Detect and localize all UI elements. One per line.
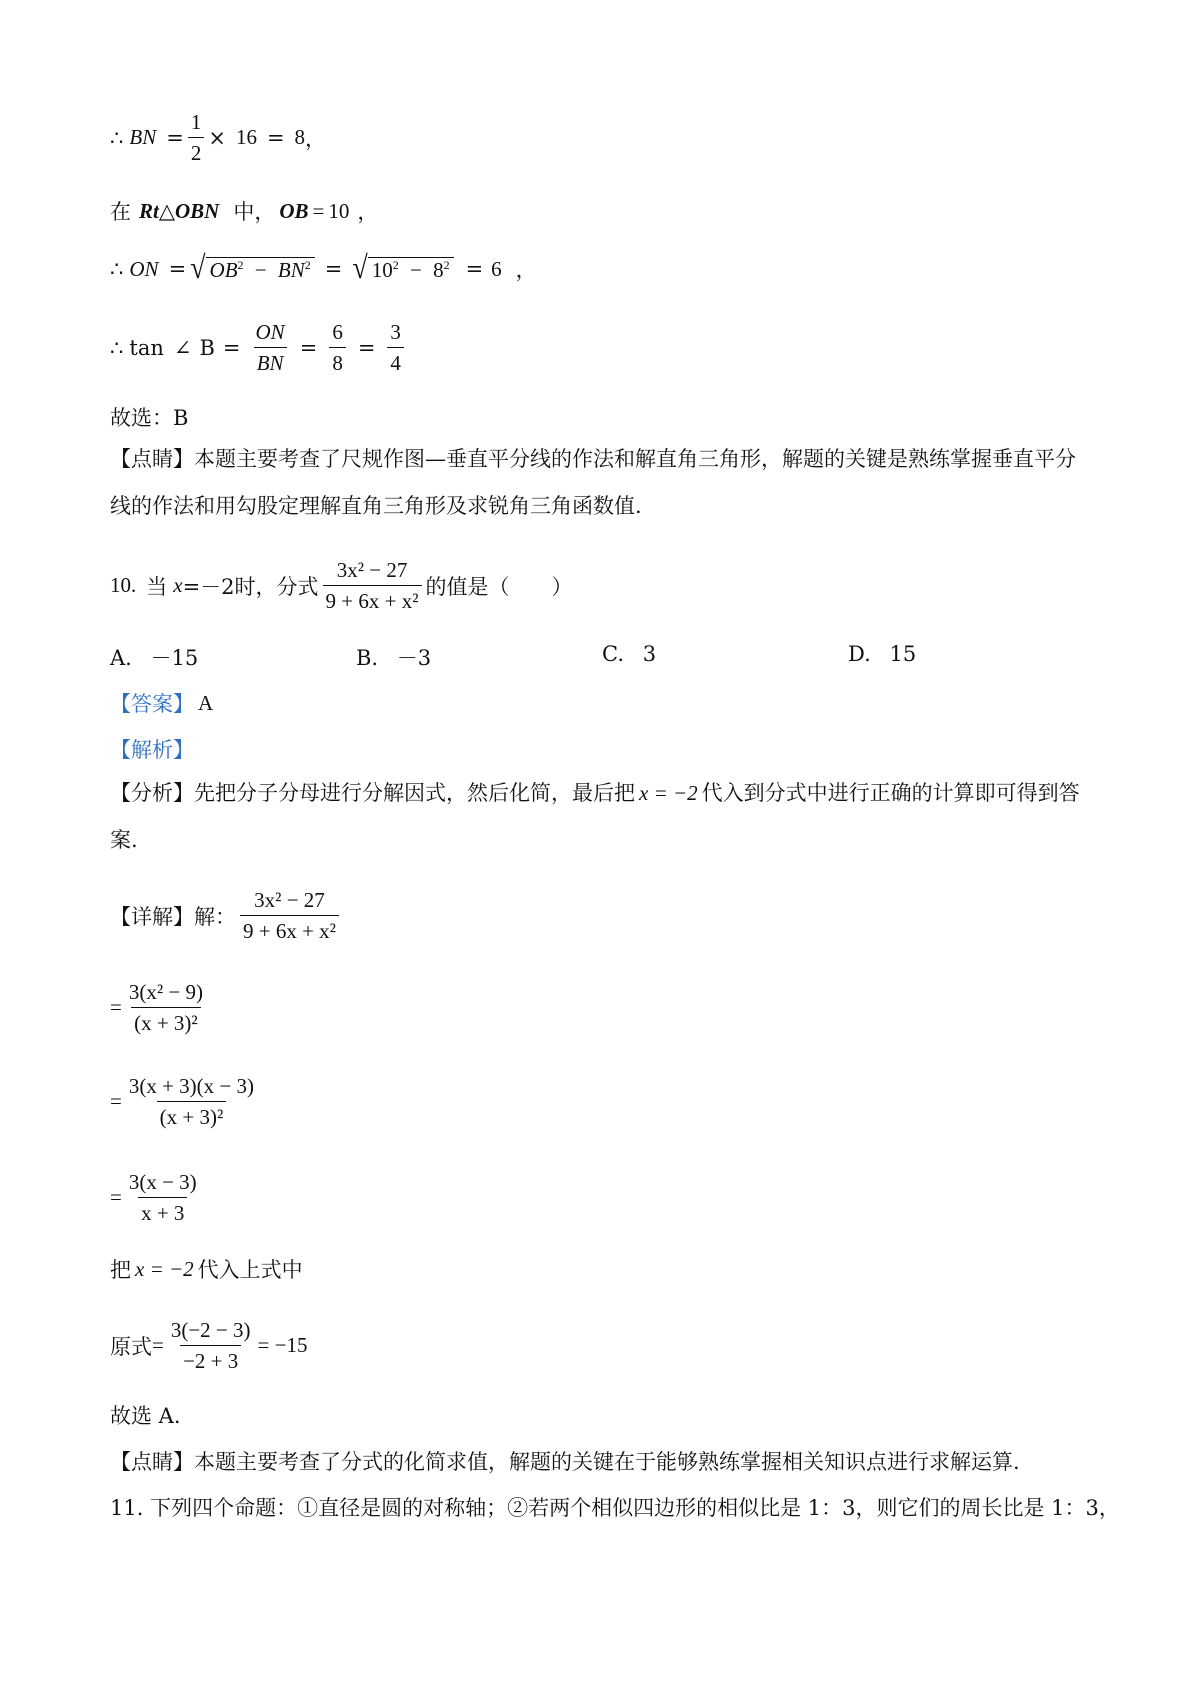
comma: ， — [305, 126, 327, 151]
denominator: 4 — [387, 347, 404, 375]
option-b[interactable] — [356, 642, 431, 672]
equals-sign: = — [357, 335, 376, 360]
question-10 — [110, 558, 573, 613]
equals-sign: = — [110, 1185, 122, 1210]
option-letter: D. — [848, 642, 871, 666]
ob-term: OB — [209, 258, 238, 282]
line-on — [110, 250, 537, 287]
numerator: 3(x + 3)(x − 3) — [128, 1074, 255, 1098]
equals-sign: = — [152, 1333, 164, 1358]
question-11 — [110, 1492, 1120, 1522]
minus-sign: − — [409, 258, 422, 282]
option-value: －15 — [150, 646, 199, 670]
fraction-6-8 — [329, 320, 346, 375]
ten-term: 10 — [371, 258, 393, 282]
numerator: 3 — [390, 320, 401, 344]
fraction-3-4 — [387, 320, 404, 375]
equals-sign: = — [312, 198, 325, 223]
option-a[interactable] — [110, 642, 198, 672]
q10-fraction — [323, 558, 422, 613]
denominator: −2 + 3 — [180, 1345, 241, 1373]
comment-q10 — [110, 1446, 1020, 1476]
angle-icon: ∠ — [173, 335, 192, 360]
equals-sign: = — [168, 257, 187, 281]
options-row — [110, 642, 1090, 672]
denominator: 8 — [329, 347, 346, 375]
square-exponent: 2 — [237, 258, 244, 272]
analysis-line — [110, 734, 194, 764]
comma: ， — [357, 200, 379, 224]
question-number: 10. — [110, 573, 137, 598]
q10-text-b: =－2时，分式 — [182, 574, 319, 599]
denominator: BN — [254, 347, 287, 375]
numerator: 3(x − 3) — [128, 1170, 197, 1194]
original-label: 原式 — [110, 1334, 152, 1359]
choose-a: 故选 A. — [110, 1404, 181, 1428]
q11-text: 11. 下列四个命题：①直径是圆的对称轴；②若两个相似四边形的相似比是 1：3，则它们的周长比是 1：3， — [110, 1496, 1120, 1520]
step-2 — [110, 1074, 261, 1129]
answer-value: A — [198, 690, 214, 715]
equals-sign: = — [110, 995, 122, 1020]
answer-tag: 【答案】 — [110, 692, 194, 716]
comment-q9-text: 【点睛】本题主要考查了尺规作图—垂直平分线的作法和解直角三角形，解题的关键是熟练掌握垂直平分线的作法和用勾股定理解直角三角形及求锐角三角函数值. — [110, 447, 1076, 518]
radical-icon: √ — [352, 250, 368, 287]
step-1-fraction — [126, 980, 206, 1035]
therefore-symbol: ∴ — [110, 257, 124, 281]
ob-value: 10 — [328, 198, 350, 223]
bn-result: 8 — [294, 125, 306, 150]
step-2-fraction — [126, 1074, 257, 1129]
square-exponent: 2 — [304, 258, 311, 272]
fenxi-expression: x = −2 — [639, 781, 698, 805]
triangle-label: Rt△OBN — [139, 199, 220, 223]
equals-sign: = — [166, 125, 184, 150]
comment-q10-text: 【点睛】本题主要考查了分式的化简求值，解题的关键在于能够熟练掌握相关知识点进行求解运算. — [110, 1450, 1020, 1474]
on-label: ON — [129, 256, 159, 281]
comma: ， — [515, 258, 537, 282]
denominator: (x + 3)² — [157, 1101, 227, 1129]
q10-text-a: 当 — [146, 574, 168, 599]
sqrt-expression-2 — [352, 250, 453, 287]
radical-icon: √ — [190, 250, 206, 287]
choose-b-text — [110, 402, 188, 432]
detail-label: 【详解】解： — [110, 904, 236, 929]
original-line — [110, 1318, 307, 1373]
on-result: 6 — [491, 256, 502, 281]
fraction-half — [188, 110, 205, 165]
text-zhong: 中， — [233, 200, 276, 224]
square-exponent: 2 — [443, 258, 450, 272]
detail-line — [110, 888, 343, 943]
original-fraction — [168, 1318, 254, 1373]
option-letter: C. — [602, 642, 624, 666]
substitute-expression: x = −2 — [135, 1256, 194, 1281]
equals-sign: = — [222, 335, 241, 360]
choose-b: 故选：B — [110, 406, 189, 430]
option-value: －3 — [396, 646, 432, 670]
detail-fraction — [240, 888, 339, 943]
numerator: 3(−2 − 3) — [170, 1318, 251, 1342]
option-letter: A. — [110, 646, 132, 670]
equals-sign: = — [110, 1089, 122, 1114]
line-bn — [110, 110, 326, 165]
numerator: ON — [255, 320, 285, 344]
sqrt-expression-1 — [190, 250, 315, 287]
numerator: 1 — [190, 110, 202, 134]
minus-sign: − — [254, 258, 267, 282]
option-value: 15 — [889, 642, 917, 666]
therefore-symbol: ∴ — [110, 335, 124, 360]
angle-b-label: B — [199, 335, 215, 360]
substitute-line — [110, 1254, 303, 1284]
equals-sign: = — [299, 335, 318, 360]
step-3 — [110, 1170, 204, 1225]
eight-term: 8 — [433, 258, 444, 282]
radicand — [206, 257, 315, 283]
equals-sign: = — [324, 257, 343, 281]
equals-sign: = — [465, 257, 484, 281]
tan-label: tan — [129, 335, 164, 360]
option-letter: B. — [356, 646, 379, 670]
substitute-text-b: 代入上式中 — [197, 1258, 303, 1282]
text-zai: 在 — [110, 200, 131, 224]
therefore-symbol: ∴ — [110, 125, 124, 150]
times-sign: × — [208, 125, 226, 150]
denominator: 9 + 6x + x² — [240, 915, 339, 943]
numerator: 3x² − 27 — [254, 888, 325, 912]
answer-line — [110, 688, 213, 718]
bn-term: BN — [277, 258, 305, 282]
denominator: 9 + 6x + x² — [323, 585, 422, 613]
denominator: x + 3 — [138, 1197, 187, 1225]
x-variable: x — [173, 573, 183, 598]
substitute-text-a: 把 — [110, 1258, 131, 1282]
equals-sign: = — [266, 125, 285, 150]
choose-a-text — [110, 1400, 181, 1430]
fenxi-text-a: 【分析】先把分子分母进行分解因式，然后化简，最后把 — [110, 781, 635, 805]
value-16: 16 — [235, 125, 257, 150]
line-tan — [110, 320, 408, 375]
step-1 — [110, 980, 210, 1035]
numerator: 3(x² − 9) — [128, 980, 203, 1004]
numerator: 6 — [332, 320, 343, 344]
line-rt-triangle — [110, 196, 378, 226]
denominator: 2 — [188, 137, 205, 165]
fenxi-text-b: 代入到分式中进行正确的计算即可得到答案. — [110, 781, 1080, 852]
analysis-tag: 【解析】 — [110, 738, 194, 762]
fenxi-paragraph — [110, 770, 1080, 864]
denominator: (x + 3)² — [131, 1007, 201, 1035]
option-c[interactable] — [602, 642, 656, 666]
step-3-fraction — [126, 1170, 200, 1225]
radicand — [368, 257, 454, 283]
fraction-on-bn — [253, 320, 288, 375]
q10-text-c: 的值是（ ） — [425, 574, 573, 599]
option-d[interactable] — [848, 642, 916, 666]
numerator: 3x² − 27 — [336, 558, 408, 582]
option-value: 3 — [642, 642, 657, 666]
original-result: = −15 — [257, 1333, 308, 1358]
ob-label: OB — [279, 198, 309, 223]
square-exponent: 2 — [392, 258, 399, 272]
comment-q9 — [110, 436, 1080, 530]
bn-label: BN — [129, 125, 157, 150]
